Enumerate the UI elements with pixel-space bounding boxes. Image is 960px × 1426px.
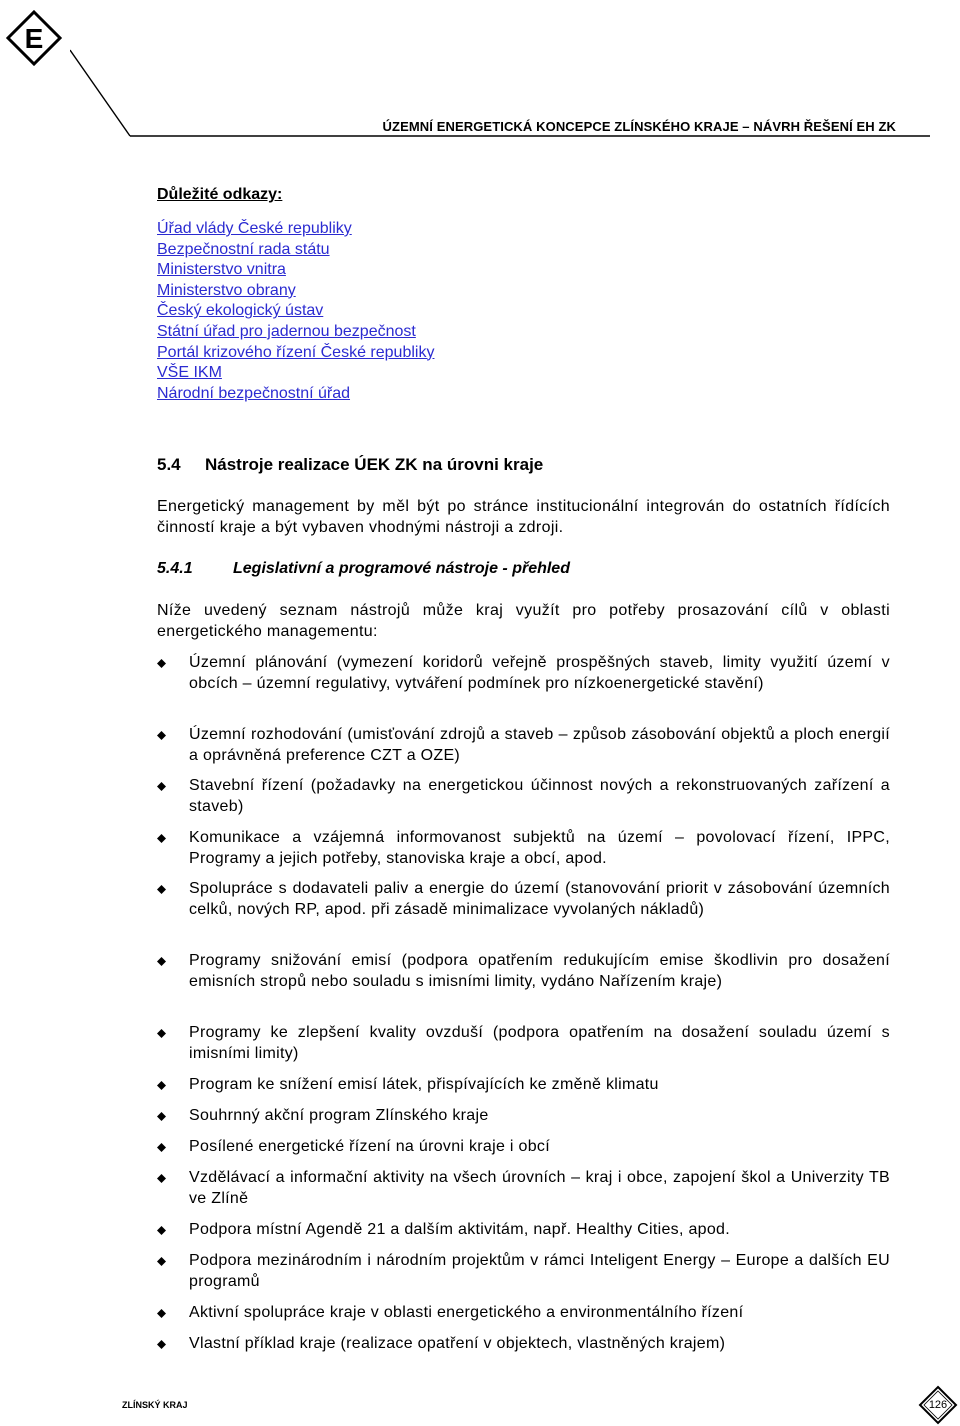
bullet-item <box>157 879 890 920</box>
list-item <box>157 343 434 364</box>
bullet-text: Územní plánování (vymezení koridorů veřejně prospěšných staveb, limity využití území v obcích – územní regulativy, vytváření podmínek pro nízkoenergetické stavění) <box>189 654 890 692</box>
bullet-item <box>157 1334 890 1355</box>
diamond-bullet-icon <box>157 731 166 740</box>
diamond-bullet-icon <box>157 1226 166 1235</box>
diamond-bullet-icon <box>157 1174 166 1183</box>
bullet-text: Programy snižování emisí (podpora opatřením redukujícím emise škodlivin pro dosažení emisních stropů nebo souladu s imisními limity, vydáno Nařízením kraje) <box>189 952 890 990</box>
bullet-text: Vlastní příklad kraje (realizace opatření v objektech, vlastněných krajem) <box>189 1335 726 1352</box>
subsection-number: 5.4.1 <box>157 560 193 577</box>
diamond-bullet-icon <box>157 1340 166 1349</box>
subsection-heading <box>157 560 570 578</box>
bullet-item <box>157 1137 890 1158</box>
list-item <box>157 384 434 405</box>
bullet-text: Souhrnný akční program Zlínského kraje <box>189 1107 489 1124</box>
bullet-item <box>157 653 890 694</box>
bullet-item <box>157 1251 890 1292</box>
bullet-text: Územní rozhodování (umisťování zdrojů a staveb – způsob zásobování objektů a ploch energií a oprávněná preference CZT a OZE) <box>189 726 890 764</box>
bullet-text: Aktivní spolupráce kraje v oblasti energetického a environmentálního řízení <box>189 1304 744 1321</box>
diamond-bullet-icon <box>157 885 166 894</box>
list-item <box>157 322 434 343</box>
diamond-bullet-icon <box>157 1029 166 1038</box>
link-nbu[interactable]: Národní bezpečnostní úřad <box>157 384 351 402</box>
diamond-bullet-icon <box>157 1112 166 1121</box>
diamond-bullet-icon <box>157 1257 166 1266</box>
bullet-item <box>157 1023 890 1064</box>
link-cesky-ekologicky-ustav[interactable]: Český ekologický ústav <box>157 302 324 320</box>
link-vse-ikm[interactable]: VŠE IKM <box>157 364 222 382</box>
bullet-item <box>157 725 890 766</box>
logo-letter: E <box>24 23 44 54</box>
diamond-bullet-icon <box>157 1081 166 1090</box>
link-ministerstvo-obrany[interactable]: Ministerstvo obrany <box>157 281 296 299</box>
bullet-item <box>157 1168 890 1209</box>
bullet-item <box>157 828 890 869</box>
diamond-bullet-icon <box>157 1143 166 1152</box>
bullet-text: Podpora místní Agendě 21 a dalším aktivitám, např. Healthy Cities, apod. <box>189 1221 730 1238</box>
page-number: 126 <box>928 1399 948 1411</box>
diamond-bullet-icon <box>157 1309 166 1318</box>
subsection-title: Legislativní a programové nástroje - přehled <box>233 560 570 577</box>
bullet-text: Stavební řízení (požadavky na energetickou účinnost nových a rekonstruovaných zařízení a staveb) <box>189 777 890 815</box>
bullet-text: Program ke snížení emisí látek, přispívajících ke změně klimatu <box>189 1076 659 1093</box>
list-item <box>157 240 434 261</box>
diamond-bullet-icon <box>157 659 166 668</box>
footer-label: ZLÍNSKÝ KRAJ <box>122 1400 188 1410</box>
section-title: Nástroje realizace ÚEK ZK na úrovni kraje <box>205 455 544 474</box>
bullet-text: Posílené energetické řízení na úrovni kraje i obcí <box>189 1138 550 1155</box>
link-sujb[interactable]: Státní úřad pro jadernou bezpečnost <box>157 322 416 340</box>
eh-logo-icon <box>6 10 62 66</box>
list-item <box>157 363 434 384</box>
bullet-item <box>157 1303 890 1324</box>
bullet-text: Spolupráce s dodavateli paliv a energie do území (stanovování priorit v zásobování územních celků, nových RP, apod. při zásadě minimalizace vyvolaných nákladů) <box>189 880 890 918</box>
bullet-text: Programy ke zlepšení kvality ovzduší (podpora opatřením na dosažení souladu území s imisními limity) <box>189 1024 890 1062</box>
bullet-item <box>157 1106 890 1127</box>
bullet-item <box>157 1075 890 1096</box>
bullet-item <box>157 776 890 817</box>
list-item <box>157 301 434 322</box>
bullet-text: Vzdělávací a informační aktivity na všech úrovních – kraj i obce, zapojení škol a Univerzity TB ve Zlíně <box>189 1169 890 1207</box>
subsection-intro: Níže uvedený seznam nástrojů může kraj využít pro potřeby prosazování cílů v oblasti energetického managementu: <box>157 602 890 640</box>
link-urad-vlady[interactable]: Úřad vlády České republiky <box>157 220 352 237</box>
section-heading <box>157 455 543 475</box>
list-item <box>157 219 434 240</box>
link-portal-krizoveho-rizeni[interactable]: Portál krizového řízení České republiky <box>157 343 435 361</box>
diamond-bullet-icon <box>157 782 166 791</box>
links-list <box>157 219 434 404</box>
bullet-item <box>157 1220 890 1241</box>
diamond-bullet-icon <box>157 957 166 966</box>
diamond-bullet-icon <box>157 834 166 843</box>
link-bezpecnostni-rada[interactable]: Bezpečnostní rada státu <box>157 240 330 258</box>
bullet-item <box>157 951 890 992</box>
bullet-text: Komunikace a vzájemná informovanost subjektů na území – povolovací řízení, IPPC, Programy a jejich potřeby, stanoviska kraje a obcí, apod. <box>189 829 890 867</box>
links-heading: Důležité odkazy: <box>157 186 283 203</box>
list-item <box>157 260 434 281</box>
bullet-text: Podpora mezinárodním i národním projektům v rámci Inteligent Energy – Europe a dalších EU programů <box>189 1252 890 1290</box>
section-number: 5.4 <box>157 455 181 474</box>
section-paragraph: Energetický management by měl být po stránce institucionální integrován do ostatních řídících činností kraje a být vybaven vhodnými nástroji a zdroji. <box>157 498 890 536</box>
list-item <box>157 281 434 302</box>
document-header-title: ÚZEMNÍ ENERGETICKÁ KONCEPCE ZLÍNSKÉHO KRAJE – NÁVRH ŘEŠENÍ EH ZK <box>382 119 896 134</box>
link-ministerstvo-vnitra[interactable]: Ministerstvo vnitra <box>157 261 286 279</box>
